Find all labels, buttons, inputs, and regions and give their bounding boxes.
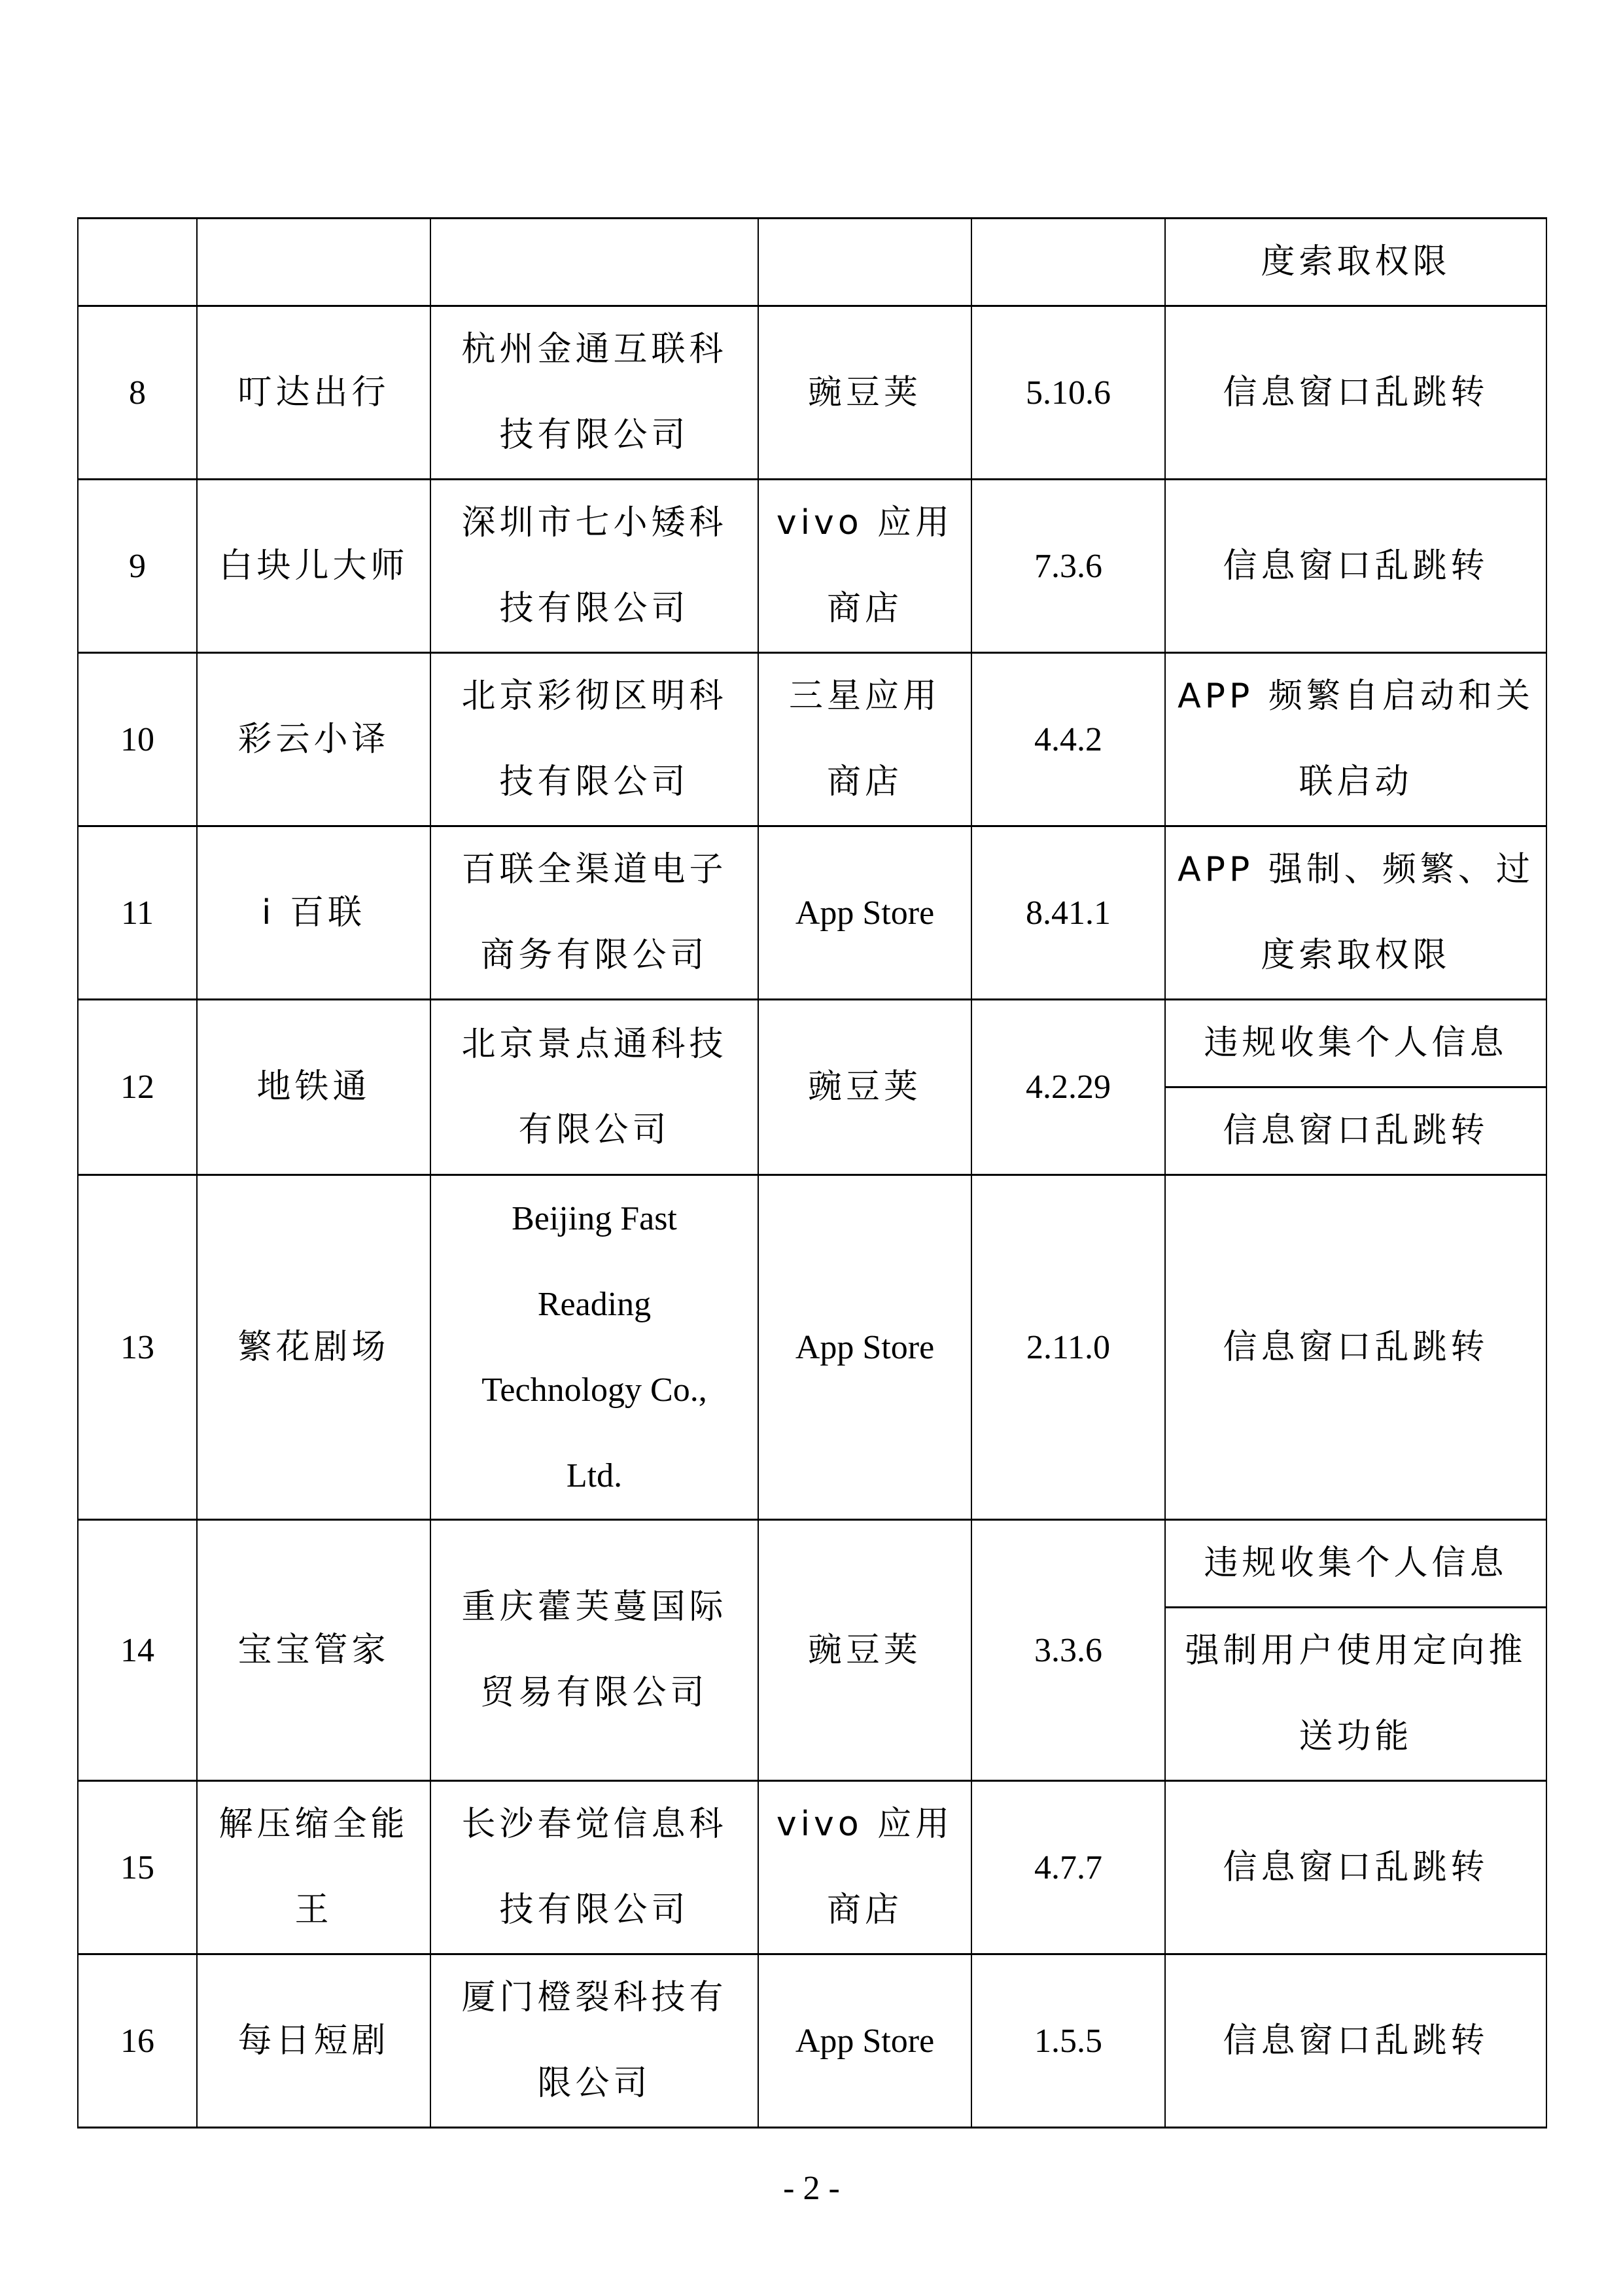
- store-line: vivo 应用: [776, 1805, 954, 1844]
- company-line: Ltd.: [566, 1457, 623, 1494]
- cell-version: [971, 826, 1165, 1000]
- issue-line: 信息窗口乱跳转: [1223, 546, 1489, 586]
- company-line: 商务有限公司: [480, 936, 708, 975]
- issue-line: 违规收集个人信息: [1204, 1544, 1508, 1583]
- version: 8.41.1: [1026, 894, 1111, 932]
- row-number: 8: [129, 374, 146, 412]
- app-name-line: 地铁通: [256, 1067, 371, 1106]
- cell-app-name: [197, 1781, 430, 1954]
- cell-company: [430, 1175, 758, 1520]
- cell-app-name: [197, 653, 430, 826]
- cell-issue: [1165, 1087, 1546, 1175]
- issue-line: 度索取权限: [1261, 242, 1451, 281]
- app-name-line: 叮达出行: [237, 372, 390, 412]
- cell-app-name: [197, 1520, 430, 1781]
- issue-line: APP 频繁自启动和关: [1178, 677, 1534, 716]
- cell-no: [78, 480, 197, 653]
- table-row: [78, 1781, 1546, 1954]
- company-line: 技有限公司: [499, 415, 689, 455]
- version: 1.5.5: [1034, 2022, 1102, 2060]
- app-name-line: 宝宝管家: [237, 1630, 390, 1670]
- app-name-line: i 百联: [262, 892, 366, 932]
- version: 4.2.29: [1026, 1069, 1111, 1106]
- cell-issue: [1165, 1175, 1546, 1520]
- row-number: 13: [120, 1328, 154, 1366]
- company-line: Technology Co.,: [481, 1371, 707, 1409]
- issue-line: 联启动: [1299, 762, 1413, 802]
- row-number: 14: [120, 1631, 154, 1669]
- store-line: 豌豆荚: [807, 1630, 922, 1670]
- app-name-line: 解压缩全能: [218, 1805, 409, 1844]
- cell-no: [78, 653, 197, 826]
- company-line: 技有限公司: [499, 762, 689, 802]
- app-name-line: 王: [294, 1890, 333, 1930]
- company-line: 贸易有限公司: [480, 1673, 708, 1712]
- issue-line: 信息窗口乱跳转: [1223, 1327, 1489, 1367]
- cell-version: [971, 306, 1165, 480]
- store-line: 商店: [826, 1890, 903, 1930]
- row-number: 12: [120, 1069, 154, 1106]
- store-line: App Store: [795, 2022, 935, 2060]
- cell-version: [971, 1000, 1165, 1175]
- issue-line: 信息窗口乱跳转: [1223, 1847, 1489, 1887]
- cell-company: [430, 653, 758, 826]
- company-line: 有限公司: [518, 1110, 671, 1150]
- cell-store: [758, 1520, 971, 1781]
- cell-store: [758, 1954, 971, 2128]
- cell-store: [758, 480, 971, 653]
- cell-company: [430, 1000, 758, 1175]
- issue-line: 强制用户使用定向推: [1185, 1631, 1527, 1670]
- cell-issue: [1165, 1520, 1546, 1608]
- row-number: 9: [129, 547, 146, 585]
- cell-app-name: [197, 1000, 430, 1175]
- cell-app-name: [197, 1954, 430, 2128]
- company-line: 深圳市七小矮科: [461, 503, 727, 542]
- table-row: [78, 1000, 1546, 1087]
- cell-store: [758, 306, 971, 480]
- cell-version: [971, 480, 1165, 653]
- version: 7.3.6: [1034, 547, 1102, 585]
- version: 3.3.6: [1034, 1631, 1102, 1669]
- row-number: 11: [120, 894, 154, 932]
- cell-app-name: [197, 480, 430, 653]
- company-line: Beijing Fast: [512, 1200, 677, 1237]
- cell-version: [971, 1954, 1165, 2128]
- cell-issue: [1165, 306, 1546, 480]
- table-row: [78, 826, 1546, 1000]
- store-line: vivo 应用: [776, 503, 954, 542]
- cell-issue: [1165, 653, 1546, 826]
- version: 4.7.7: [1034, 1848, 1102, 1886]
- issue-line: 送功能: [1299, 1717, 1413, 1756]
- cell-no: [78, 1954, 197, 2128]
- store-line: 商店: [826, 762, 903, 802]
- store-line: 豌豆荚: [807, 1067, 922, 1106]
- issue-line: 度索取权限: [1261, 936, 1451, 975]
- cell-company: [430, 1520, 758, 1781]
- version: 5.10.6: [1026, 374, 1111, 412]
- cell-version: [971, 653, 1165, 826]
- cell-company: [430, 219, 758, 306]
- table-row: [78, 1175, 1546, 1520]
- cell-store: [758, 1000, 971, 1175]
- cell-no: [78, 1781, 197, 1954]
- cell-issue: [1165, 480, 1546, 653]
- company-line: 厦门橙裂科技有: [461, 1978, 727, 2017]
- cell-no: [78, 1520, 197, 1781]
- company-line: 技有限公司: [499, 1890, 689, 1930]
- version: 2.11.0: [1026, 1328, 1111, 1366]
- cell-app-name: [197, 306, 430, 480]
- row-number: 16: [120, 2022, 154, 2060]
- table-row: [78, 480, 1546, 653]
- cell-issue: [1165, 826, 1546, 1000]
- cell-app: [197, 219, 430, 306]
- cell-company: [430, 480, 758, 653]
- cell-no: [78, 826, 197, 1000]
- company-line: 杭州金通互联科: [461, 330, 727, 369]
- company-line: 北京景点通科技: [461, 1024, 727, 1064]
- cell-issue: [1165, 219, 1546, 306]
- version: 4.4.2: [1034, 720, 1102, 758]
- cell-issue: [1165, 1781, 1546, 1954]
- app-name-line: 彩云小译: [237, 719, 390, 759]
- row-number: 10: [120, 720, 154, 758]
- issue-line: 信息窗口乱跳转: [1223, 1111, 1489, 1150]
- issue-line: 违规收集个人信息: [1204, 1023, 1508, 1063]
- cell-store: [758, 826, 971, 1000]
- company-line: 北京彩彻区明科: [461, 677, 727, 716]
- row-number: 15: [120, 1848, 154, 1886]
- store-line: 商店: [826, 589, 903, 628]
- table-row-continuation: [78, 219, 1546, 306]
- cell-app-name: [197, 1175, 430, 1520]
- cell-version: [971, 1520, 1165, 1781]
- cell-issue: [1165, 1000, 1546, 1087]
- cell-store: [758, 1781, 971, 1954]
- app-violation-table: [77, 217, 1547, 2128]
- cell-issue: [1165, 1608, 1546, 1781]
- cell-company: [430, 1954, 758, 2128]
- company-line: 百联全渠道电子: [461, 850, 727, 889]
- cell-store: [758, 1175, 971, 1520]
- store-line: App Store: [795, 1328, 935, 1366]
- table-row: [78, 1954, 1546, 2128]
- store-line: App Store: [795, 894, 935, 932]
- store-line: 豌豆荚: [807, 372, 922, 412]
- company-line: 重庆藿芙蔓国际: [461, 1587, 727, 1627]
- cell-no: [78, 1175, 197, 1520]
- app-name-line: 白块儿大师: [218, 546, 409, 586]
- page-number: - 2 -: [783, 2170, 840, 2207]
- cell-app-name: [197, 826, 430, 1000]
- company-line: 技有限公司: [499, 589, 689, 628]
- cell-company: [430, 306, 758, 480]
- issue-line: 信息窗口乱跳转: [1223, 2021, 1489, 2060]
- company-line: 长沙春觉信息科: [461, 1805, 727, 1844]
- cell-store: [758, 219, 971, 306]
- company-line: Reading: [537, 1286, 652, 1323]
- issue-line: APP 强制、频繁、过: [1178, 850, 1534, 889]
- cell-no: [78, 1000, 197, 1175]
- app-name-line: 每日短剧: [237, 2021, 390, 2060]
- store-line: 三星应用: [788, 677, 941, 716]
- cell-version: [971, 219, 1165, 306]
- cell-version: [971, 1175, 1165, 1520]
- cell-no: [78, 219, 197, 306]
- table-row: [78, 306, 1546, 480]
- cell-version: [971, 1781, 1165, 1954]
- cell-company: [430, 1781, 758, 1954]
- cell-store: [758, 653, 971, 826]
- cell-company: [430, 826, 758, 1000]
- app-name-line: 繁花剧场: [237, 1327, 390, 1367]
- table-row: [78, 653, 1546, 826]
- issue-line: 信息窗口乱跳转: [1223, 372, 1489, 412]
- cell-no: [78, 306, 197, 480]
- table-row: [78, 1520, 1546, 1608]
- cell-issue: [1165, 1954, 1546, 2128]
- company-line: 限公司: [537, 2064, 652, 2103]
